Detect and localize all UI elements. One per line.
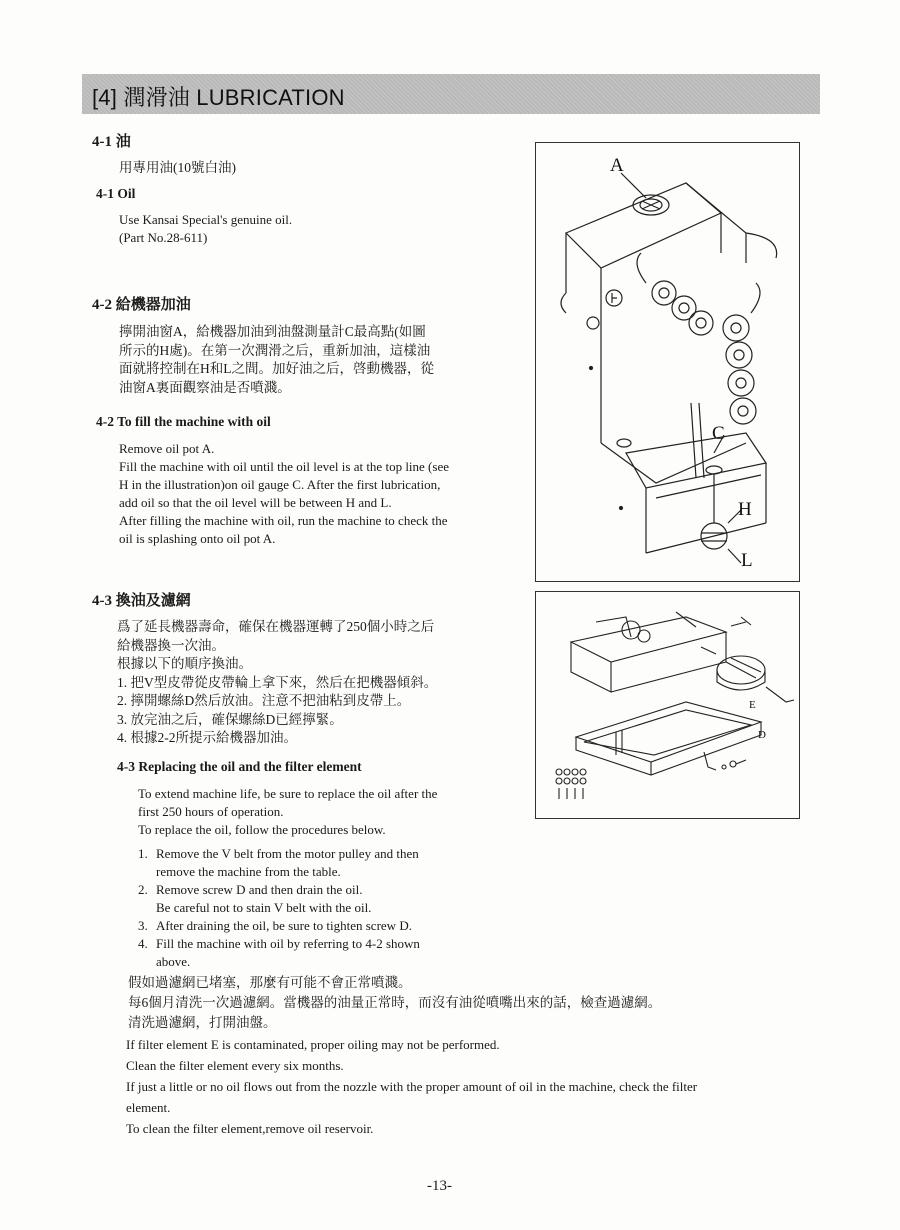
step-item: 1. Remove the V belt from the motor pulley and then remove the machine from the table. xyxy=(138,846,419,879)
label-d: D xyxy=(758,729,766,741)
label-h: H xyxy=(738,499,752,520)
heading-4-3-cn: 4-3 換油及濾網 xyxy=(92,593,191,609)
filter-note-cn: 假如過濾網已堵塞，那麼有可能不會正常噴濺。 每6個月清洗一次過濾網。當機器的油量正常時，而沒有油從噴嘴出來的話，檢查過濾網。 清洗過濾網，打開油盤。 xyxy=(128,975,662,1030)
label-l: L xyxy=(741,550,753,571)
heading-4-3-en: 4-3 Replacing the oil and the filter element xyxy=(117,759,362,774)
section-title: [4] 潤滑油 LUBRICATION xyxy=(92,85,345,110)
heading-4-1-cn: 4-1 油 xyxy=(92,134,131,150)
heading-4-2-cn: 4-2 給機器加油 xyxy=(92,297,191,313)
body-4-2-cn: 擰開油窗A，給機器加油到油盤測量計C最高點(如圖 所示的H處)。在第一次潤滑之后，重新加油，這樣油 面就將控制在H和L之間。加好油之后，啓動機器，從 油窗A裏面觀察油是否噴濺。 xyxy=(119,324,434,395)
oil-reservoir-illustration xyxy=(536,592,799,818)
figure-oil-gauge xyxy=(535,142,800,582)
step-item: 4. Fill the machine with oil by referring to 4-2 shown above. xyxy=(138,936,420,969)
oil-gauge-illustration xyxy=(536,143,799,581)
heading-4-2-en: 4-2 To fill the machine with oil xyxy=(96,414,271,429)
step-item: 2. Remove screw D and then drain the oil. Be careful not to stain V belt with the oil. xyxy=(138,882,372,915)
steps-list xyxy=(138,845,420,971)
filter-note-en: If filter element E is contaminated, proper oiling may not be performed. Clean the filter element every six months. If just a little or no oil flows out from the nozzle with the proper amount of oil in the machine, check the filter element. To clean the filter element,remove oil reservoir. xyxy=(126,1037,698,1136)
body-4-1-cn: 用專用油(10號白油) xyxy=(119,160,236,175)
body-4-1-en: Use Kansai Special's genuine oil. (Part No.28-611) xyxy=(119,212,293,245)
label-e: E xyxy=(749,699,756,711)
label-c: C xyxy=(712,423,725,444)
heading-4-1-en: 4-1 Oil xyxy=(96,186,136,201)
body-4-3-cn: 爲了延長機器壽命，確保在機器運轉了250個小時之后 給機器換一次油。 根據以下的順序換油。 1. 把V型皮帶從皮帶輪上拿下來，然后在把機器傾斜。 2. 擰開螺絲D然后放油。注意不把油粘到皮帶上。 3. 放完油之后，確保螺絲D已經擰緊。 4. 根據2-2所提示給機器加油。 xyxy=(117,619,438,745)
section-banner xyxy=(82,74,820,114)
page-number: -13- xyxy=(427,1178,452,1194)
intro-4-3-en: To extend machine life, be sure to replace the oil after the first 250 hours of operation. To replace the oil, follow the procedures below. xyxy=(138,786,438,837)
step-item: 3. After draining the oil, be sure to tighten screw D. xyxy=(138,918,412,933)
label-a: A xyxy=(610,155,624,176)
body-4-2-en: Remove oil pot A. Fill the machine with oil until the oil level is at the top line (see H in the illustration)on oil gauge C. After the first lubrication, add oil so that the oil level will be between H and L. After filling the machine with oil, run the machine to check the oil is splashing onto oil pot A. xyxy=(119,441,449,546)
figure-oil-reservoir xyxy=(535,591,800,819)
